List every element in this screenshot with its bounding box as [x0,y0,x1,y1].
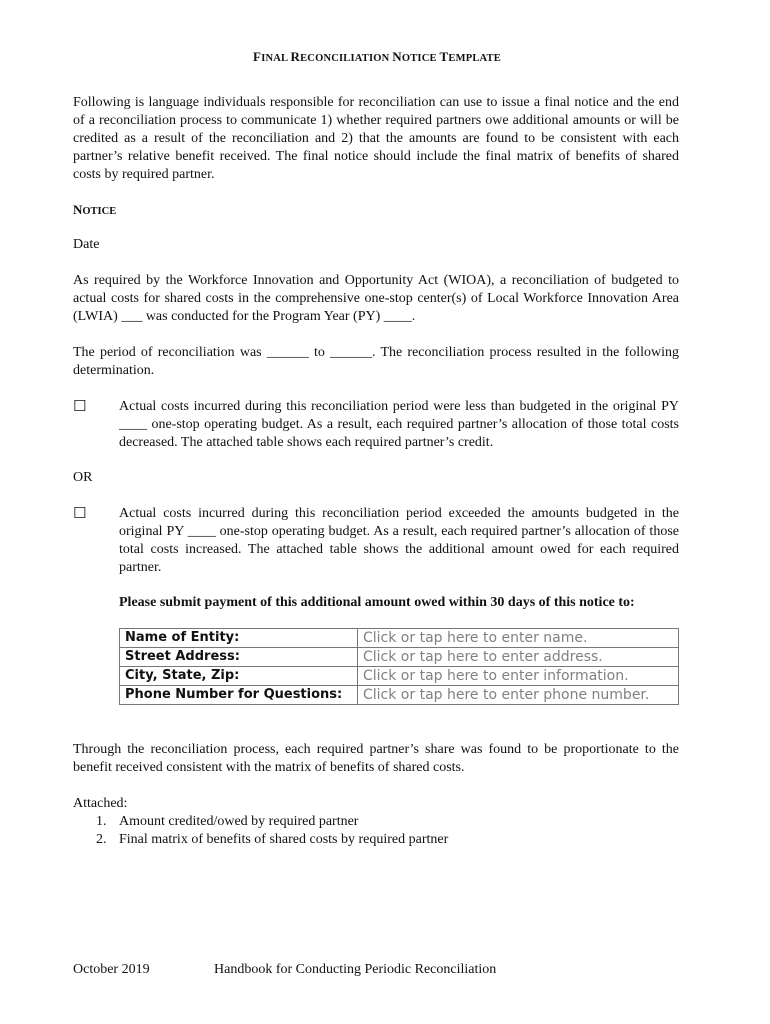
list-item [96,831,448,849]
list-item-number: 1. [96,814,107,829]
title-letter: N [392,49,402,64]
street-address-label: Street Address: [120,648,358,667]
option-one-checkbox[interactable]: ☐ [73,397,87,415]
option-two-text: Actual costs incurred during this reconciliation period exceeded the amounts budgeted in the original PY ____ one-stop operating budget. As a result, each required partner’s allocation of those total costs increased. The attached table shows the additional amount owed for each required partner. [119,506,679,575]
footer-handbook-title: Handbook for Conducting Periodic Reconciliation [214,962,497,977]
wioa-paragraph: As required by the Workforce Innovation and Opportunity Act (WIOA), a reconciliation of budgeted to actual costs for shared costs in the comprehensive one-stop center(s) of Local Workforce Innovation Area (LWIA) ___ was conducted for the Program Year (PY) ____. [73,273,679,324]
notice-heading [73,202,116,218]
title-letter: F [253,49,262,64]
list-item [96,813,358,831]
closing-paragraph: Through the reconciliation process, each required partner’s share was found to be proportionate to the benefit received consistent with the matrix of benefits of shared costs. [73,742,679,775]
phone-number-label: Phone Number for Questions: [120,686,358,705]
city-state-zip-field[interactable]: Click or tap here to enter information. [358,667,679,686]
document-title [0,49,754,65]
table-row [120,686,679,705]
list-item-text: Amount credited/owed by required partner [119,814,359,829]
entity-name-field[interactable]: Click or tap here to enter name. [358,629,679,648]
footer-date: October 2019 [73,962,150,977]
option-one-text: Actual costs incurred during this reconciliation period were less than budgeted in the original PY ____ one-stop operating budget. As a result, each required partner’s allocation of those total costs decreased. The attached table shows each required partner’s credit. [119,399,679,450]
or-label: OR [73,470,93,485]
notice-heading-rest: OTICE [82,206,117,217]
date-label: Date [73,237,100,252]
street-address-field[interactable]: Click or tap here to enter address. [358,648,679,667]
intro-paragraph: Following is language individuals responsible for reconciliation can use to issue a final notice and the end of a reconciliation process to communicate 1) whether required partners owe additional amounts or will be credited as a result of the reconciliation and 2) that the amounts are found to be consistent with each partner’s relative benefit received. The final notice should include the final matrix of benefits of shared costs by required partner. [73,95,679,182]
title-word: EMPLATE [448,53,501,64]
table-row [120,667,679,686]
table-row [120,648,679,667]
notice-heading-initial: N [73,202,83,217]
city-state-zip-label: City, State, Zip: [120,667,358,686]
payment-instruction: Please submit payment of this additional amount owed within 30 days of this notice to: [119,595,635,610]
title-word: INAL [261,53,291,64]
title-letter: T [439,49,449,64]
attached-label: Attached: [73,796,128,811]
period-paragraph: The period of reconciliation was ______ to ______. The reconciliation process resulted in the following determination. [73,345,679,378]
phone-number-field[interactable]: Click or tap here to enter phone number. [358,686,679,705]
list-item-text: Final matrix of benefits of shared costs by required partner [119,832,449,847]
list-item-number: 2. [96,832,107,847]
title-word: OTICE [401,53,440,64]
title-letter: R [290,49,301,64]
entity-name-label: Name of Entity: [120,629,358,648]
table-row [120,629,679,648]
title-word: ECONCILIATION [300,53,393,64]
option-two-checkbox[interactable]: ☐ [73,504,87,522]
entity-table [119,628,679,705]
